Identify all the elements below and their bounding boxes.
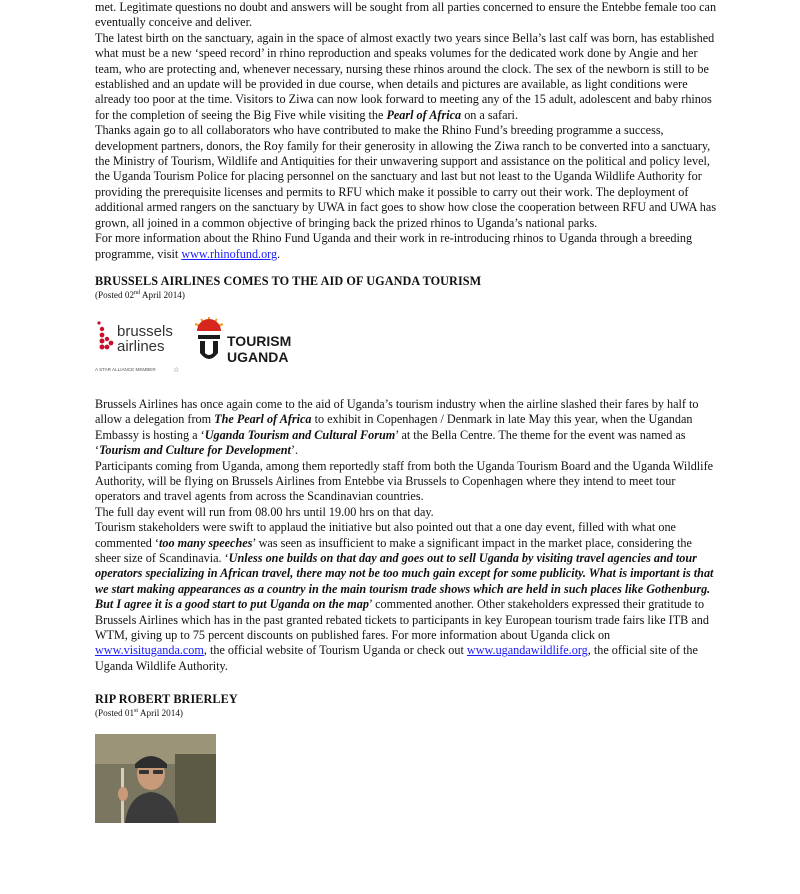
svg-text:brussels: brussels	[117, 322, 173, 340]
posted-date: (Posted 01st April 2014)	[95, 708, 183, 719]
portrait-illustration	[95, 734, 216, 823]
ugandawildlife-link[interactable]: www.ugandawildlife.org	[466, 643, 588, 658]
paragraph: The full day event will run from 08.00 hrs until 19.00 hrs on that day.	[95, 504, 434, 519]
paragraph: Participants coming from Uganda, among them reportedly staff from both the Uganda Tourism Board and the Uganda Wildlife Authority, will be flying on Brussels Airlines from Entebbe via Brussels to Copenhagen where they intend to meet tour operators and travel agents from across the Scandinavian countries.	[95, 458, 714, 504]
svg-text:TOURISM: TOURISM	[227, 332, 292, 349]
svg-text:A STAR ALLIANCE MEMBER: A STAR ALLIANCE MEMBER	[95, 366, 156, 372]
emphasis: Tourism and Culture for Development	[99, 443, 291, 458]
partner-logos	[95, 315, 720, 385]
article-heading: BRUSSELS AIRLINES COMES TO THE AID OF UGANDA TOURISM	[95, 273, 482, 288]
emphasis: Uganda Tourism and Cultural Forum	[204, 427, 396, 442]
tourism-uganda-logo	[187, 315, 312, 365]
paragraph: Tourism stakeholders were swift to applaud the initiative but also pointed out that a one day event, filled with what one commented ‘too many speeches’ was seen as insufficient to make a significant impact in the market place, considering the sheer size of Scandinavia. ‘Unless one builds on that day and goes out to sell Uganda by visiting travel agencies and tour operators specializing in African travel, there may not be too much gain except for some publicity. What is important is that we start making appearances as a country in the main tourism trade shows which are held in such places like Gothenburg. But I agree it is a good start to put Uganda on the map’ commented another. Other stakeholders expressed their gratitude to Brussels Airlines which has in the past granted rebated tickets to participants in key European tourism trade fairs like ITB and WTM, giving up to 75 percent discounts on published fares. For more information about Uganda click on www.visituganda.com, the official website of Tourism Uganda or check out www.ugandawildlife.org, the official site of the Uganda Wildlife Authority.	[95, 520, 714, 673]
document-page	[95, 0, 720, 823]
article-heading: RIP ROBERT BRIERLEY	[95, 692, 238, 707]
brussels-airlines-logo	[95, 315, 195, 375]
visituganda-link[interactable]: www.visituganda.com	[95, 643, 204, 658]
portrait-photo	[95, 734, 216, 823]
svg-text:UGANDA: UGANDA	[227, 348, 289, 365]
paragraph: Brussels Airlines has once again come to the aid of Uganda’s tourism industry when the airline slashed their fares by half to allow a delegation from The Pearl of Africa to exhibit in Copenhagen / Denmark in late May this year, when the Ugandan Embassy is hosting a ‘Uganda Tourism and Cultural Forum’ at the Bella Centre. The theme for the event was named as ‘Tourism and Culture for Development’.	[95, 396, 699, 458]
emphasis: Pearl of Africa	[386, 107, 462, 122]
paragraph: The latest birth on the sanctuary, again in the space of almost exactly two years since Bella’s last calf was born, has established what must be a new ‘speed record’ in rhino reproduction and speaks volumes for the dedicated work done by Angie and her team, who are protecting and, whenever necessary, nursing these rhinos around the clock. The sex of the newborn is still to be established and an update will be provided in due course, when details and pictures are available, as light conditions were already too poor at the time. Visitors to Ziwa can now look forward to meeting any of the 15 adult, adolescent and baby rhinos for the completion of seeing the Big Five while visiting the Pearl of Africa on a safari.	[95, 30, 715, 122]
svg-text:☆: ☆	[173, 365, 180, 374]
paragraph: met. Legitimate questions no doubt and answers will be sought from all parties concerned to ensure the Entebbe female too can eventually conceive and deliver.	[95, 0, 717, 30]
emphasis: The Pearl of Africa	[214, 412, 312, 427]
quote-emphasis: Unless one builds on that day and goes out to sell Uganda by visiting travel agencies and tour operators specializing in African travel, there may not be too much gain except for some publicity. What is important is that we start making appearances as a country in the main tourism trade shows which are held in such places like Gothenburg. But I agree it is a good start to put Uganda on the map	[95, 550, 714, 612]
rhinofund-link[interactable]: www.rhinofund.org	[181, 246, 278, 261]
emphasis: too many speeches	[158, 535, 253, 550]
posted-date: (Posted 02nd April 2014)	[95, 289, 185, 300]
paragraph: For more information about the Rhino Fund Uganda and their work in re-introducing rhinos to Uganda through a breeding programme, visit www.rhinofund.org.	[95, 231, 693, 261]
svg-text:airlines: airlines	[117, 337, 165, 355]
paragraph: Thanks again go to all collaborators who have contributed to make the Rhino Fund’s breeding programme a success, development partners, donors, the Roy family for their generosity in allowing the Ziwa ranch to be converted into a sanctuary, the Ministry of Tourism, Wildlife and Antiquities for their unwavering support and assistance on the political and policy level, the Uganda Tourism Police for placing personnel on the sanctuary and last but not least to the Uganda Wildlife Authority for providing the prerequisite licenses and permits to RFU which make it possible to carry out their work. The deployment of additional armed rangers on the sanctuary by UWA in fact goes to show how close the cooperation between RFU and UWA has grown, all joined in a common objective of bringing back the prized rhinos to Uganda’s national parks.	[95, 123, 717, 230]
